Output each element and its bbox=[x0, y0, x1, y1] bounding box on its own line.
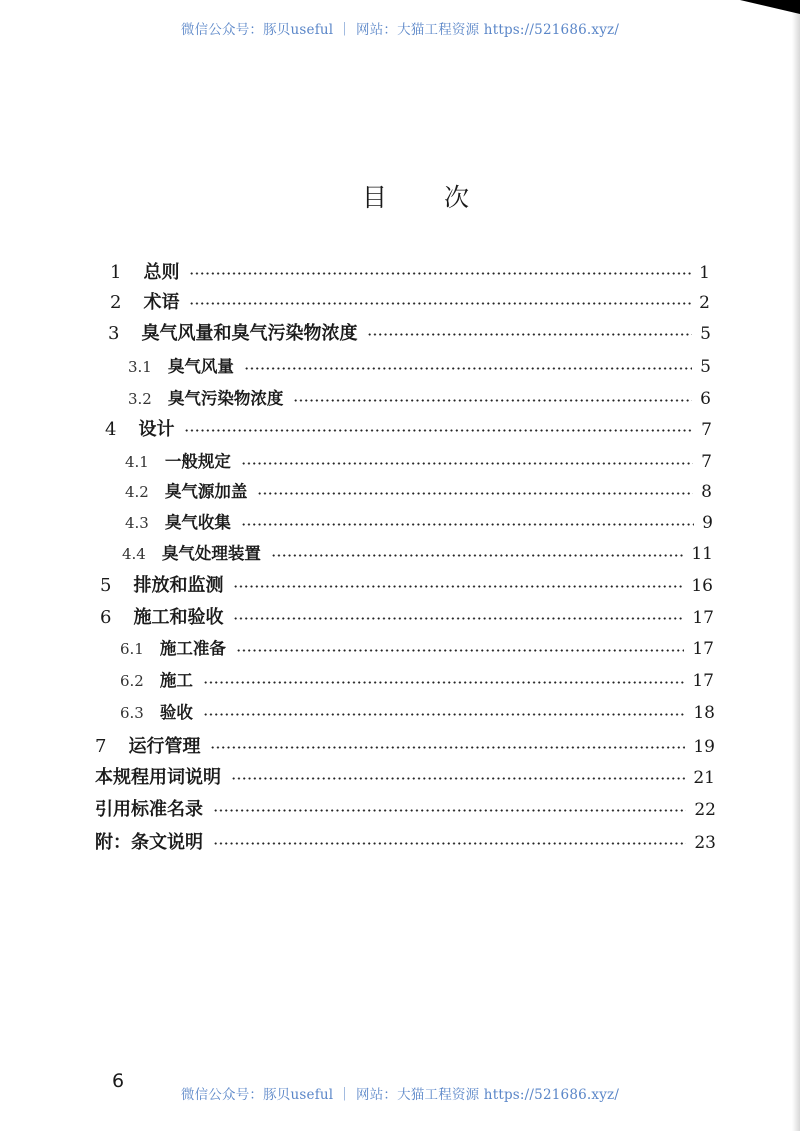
toc-entry-number: 4 bbox=[105, 419, 117, 440]
toc-entry[interactable] bbox=[95, 763, 715, 789]
toc-leader-dots bbox=[189, 302, 691, 305]
toc-entry-number: 6.3 bbox=[120, 704, 144, 722]
toc-entry[interactable] bbox=[108, 319, 711, 345]
toc-entry-number: 4.3 bbox=[125, 514, 149, 532]
toc-entry[interactable] bbox=[95, 732, 715, 758]
toc-entry-page: 5 bbox=[700, 357, 711, 377]
toc-entry-number: 4.4 bbox=[122, 545, 146, 563]
toc-leader-dots bbox=[213, 809, 686, 812]
toc-entry[interactable] bbox=[120, 635, 714, 661]
toc-entry-page: 19 bbox=[693, 737, 715, 757]
toc-leader-dots bbox=[233, 617, 684, 620]
toc-entry-number: 2 bbox=[110, 292, 122, 313]
toc-entry-page: 23 bbox=[694, 833, 716, 853]
toc-entry[interactable] bbox=[125, 509, 713, 535]
toc-entry-page: 7 bbox=[701, 452, 712, 472]
toc-entry[interactable] bbox=[110, 288, 710, 314]
toc-entry-label: 臭气源加盖 bbox=[164, 482, 248, 501]
toc-entry-page: 17 bbox=[692, 639, 714, 659]
toc-entry[interactable] bbox=[120, 699, 715, 725]
toc-entry-page: 16 bbox=[691, 576, 713, 596]
toc-entry-page: 5 bbox=[700, 324, 711, 344]
toc-entry-label: 施工准备 bbox=[159, 639, 226, 658]
toc-entry-page: 21 bbox=[693, 768, 715, 788]
toc-entry-page: 2 bbox=[699, 293, 710, 313]
page-number: 6 bbox=[112, 1070, 125, 1092]
toc-entry-page: 8 bbox=[701, 482, 712, 502]
toc-title-char-2: 次 bbox=[444, 183, 470, 212]
toc-leader-dots bbox=[203, 681, 685, 684]
toc-leader-dots bbox=[210, 746, 685, 749]
toc-leader-dots bbox=[241, 523, 694, 526]
toc-entry-page: 17 bbox=[692, 671, 714, 691]
toc-leader-dots bbox=[233, 585, 683, 588]
toc-entry-label: 施工 bbox=[159, 671, 193, 690]
toc-leader-dots bbox=[231, 777, 685, 780]
toc-leader-dots bbox=[244, 367, 692, 370]
toc-entry[interactable] bbox=[95, 795, 716, 821]
toc-leader-dots bbox=[293, 399, 692, 402]
toc-title-char-1: 目 bbox=[362, 183, 388, 212]
toc-entry[interactable] bbox=[128, 385, 711, 411]
toc-entry-page: 9 bbox=[702, 513, 713, 533]
toc-entry-number: 4.2 bbox=[125, 483, 149, 501]
toc-leader-dots bbox=[184, 429, 693, 432]
toc-entry-page: 6 bbox=[700, 389, 711, 409]
toc-entry-page: 22 bbox=[694, 800, 716, 820]
toc-entry-label: 引用标准名录 bbox=[95, 799, 203, 820]
toc-entry-label: 一般规定 bbox=[164, 452, 231, 471]
toc-entry-label: 臭气风量和臭气污染物浓度 bbox=[141, 323, 358, 344]
toc-entry[interactable] bbox=[122, 540, 713, 566]
toc-entry-number: 4.1 bbox=[125, 453, 149, 471]
toc-leader-dots bbox=[213, 842, 686, 845]
toc-leader-dots bbox=[236, 649, 685, 652]
toc-entry[interactable] bbox=[100, 571, 713, 597]
toc-entry-number: 6.1 bbox=[120, 640, 144, 658]
toc-entry-label: 设计 bbox=[138, 419, 175, 440]
toc-leader-dots bbox=[257, 492, 693, 495]
toc-entry[interactable] bbox=[110, 258, 710, 284]
toc-entry-number: 1 bbox=[110, 262, 122, 283]
watermark-bottom: 微信公众号：豚贝useful ｜ 网站：大猫工程资源 https://521686.xyz/ bbox=[180, 1087, 620, 1103]
toc-entry-number: 6.2 bbox=[120, 672, 144, 690]
toc-entry-number: 3.2 bbox=[128, 390, 152, 408]
toc-leader-dots bbox=[203, 713, 686, 716]
toc-entry-label: 臭气收集 bbox=[164, 513, 231, 532]
toc-entry-label: 排放和监测 bbox=[133, 575, 224, 596]
toc-leader-dots bbox=[367, 333, 692, 336]
toc-entry-label: 施工和验收 bbox=[133, 607, 224, 628]
toc-entry-number: 7 bbox=[95, 736, 107, 757]
toc-entry-number: 6 bbox=[100, 607, 112, 628]
scan-corner-artifact bbox=[740, 0, 800, 14]
toc-leader-dots bbox=[241, 462, 693, 465]
toc-entry-number: 3.1 bbox=[128, 358, 152, 376]
toc-entry-label: 臭气污染物浓度 bbox=[167, 389, 284, 408]
toc-entry[interactable] bbox=[100, 603, 714, 629]
toc-entry-label: 本规程用词说明 bbox=[95, 767, 221, 788]
toc-entry-label: 附：条文说明 bbox=[95, 832, 203, 853]
toc-entry-label: 臭气风量 bbox=[167, 357, 234, 376]
toc-entry[interactable] bbox=[125, 478, 712, 504]
toc-entry-label: 术语 bbox=[143, 292, 180, 313]
watermark-top: 微信公众号：豚贝useful ｜ 网站：大猫工程资源 https://521686.xyz/ bbox=[180, 22, 620, 38]
toc-entry-page: 17 bbox=[692, 608, 714, 628]
toc-entry-page: 18 bbox=[693, 703, 715, 723]
toc-entry[interactable] bbox=[95, 828, 716, 854]
toc-entry-label: 验收 bbox=[159, 703, 193, 722]
toc-entry-page: 7 bbox=[701, 420, 712, 440]
toc-entry-label: 臭气处理装置 bbox=[161, 544, 261, 563]
toc-entry[interactable] bbox=[120, 667, 714, 693]
toc-entry-number: 5 bbox=[100, 575, 112, 596]
toc-entry-page: 11 bbox=[691, 544, 713, 564]
toc-entry[interactable] bbox=[125, 448, 712, 474]
toc-entry-label: 总则 bbox=[143, 262, 180, 283]
toc-entry[interactable] bbox=[105, 415, 712, 441]
toc-leader-dots bbox=[271, 554, 684, 557]
toc-entry-number: 3 bbox=[108, 323, 120, 344]
toc-entry-page: 1 bbox=[699, 263, 710, 283]
toc-entry[interactable] bbox=[128, 353, 711, 379]
toc-leader-dots bbox=[189, 272, 691, 275]
toc-entry-label: 运行管理 bbox=[128, 736, 201, 757]
scan-edge-shadow bbox=[792, 0, 800, 1131]
